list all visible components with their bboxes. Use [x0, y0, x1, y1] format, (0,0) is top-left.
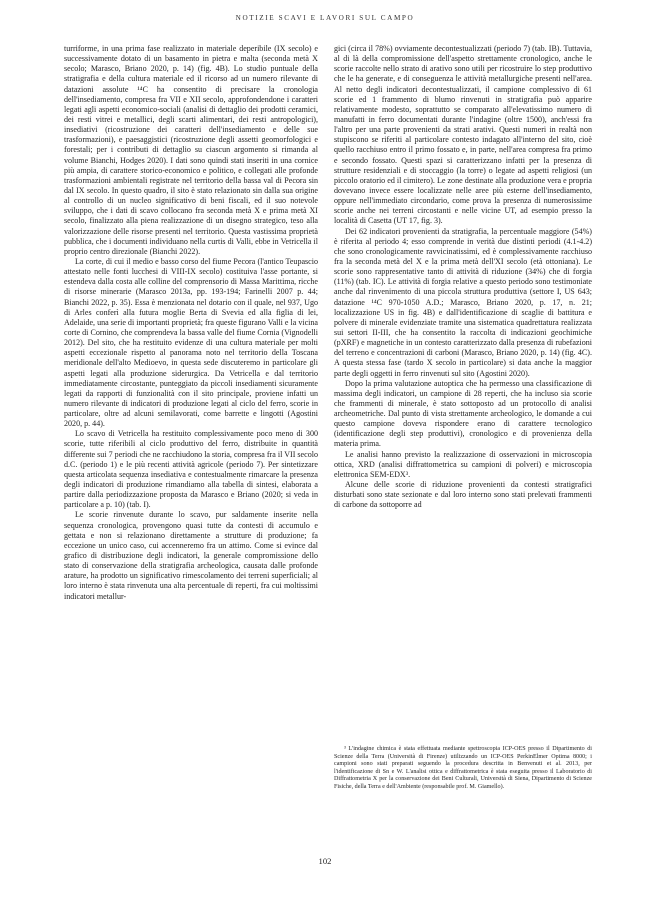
body-paragraph: turriforme, in una prima fase realizzato in materiale deperibile (IX secolo) e successivamente dotato di un basamento in pietra e malta (seconda metà X secolo; Marasco, Briano 2020, p. 14) (fig. 4B). Lo studio puntuale della stratigrafia e della cultura materiale ed il ricorso ad un numero rilevante di datazioni assolute ¹⁴C ha consentito di precisare la cronologia dell'insediamento, compresa fra VII e XII secolo, approfondendone i caratteri legati agli aspetti economico-sociali (analisi di dettaglio dei prodotti ceramici, dei resti vitrei e metallici, degli scarti alimentari, dei resti antropologici), insediativi (ricostruzione dei caratteri dell'insediamento e delle sue trasformazioni), e paesaggistici (ricostruzione degli assetti geomorfologici e forestali; per i contributi di dettaglio su ciascun argomento si rimanda al volume Bianchi, Hodges 2020). I dati sono quindi stati inseriti in una cornice più ampia, di carattere storico-economico e politico, e collegati alle profonde trasformazioni ambientali registrate nel territorio della bassa val di Pecora sin dal IX secolo. In questo quadro, il sito è stato relazionato sin dalla sua origine al controllo di un nucleo significativo di beni fiscali, ed il suo notevole sviluppo, che i dati di scavo collocano fra seconda metà X e prima metà XI secolo, finalizzato alla piena realizzazione di un disegno strategico, teso alla valorizzazione delle risorse presenti nel territorio. Questa vastissima proprietà pubblica, che i documenti individuano nella curtis di Valli, ebbe in Vetricella il proprio centro direzionale (Bianchi 2022). [64, 44, 318, 256]
footnote-text: ³ L'indagine chimica è stata effettuata mediante spettroscopia ICP-OES presso il Dipartimento di Scienze della Terra (Università di Firenze) utilizzando un ICP-OES PerkinElmer Optima 8000; i campioni sono stati preparati seguendo la procedura descritta in Benvenuti et al. 2013, per l'identificazione di Sn e W. L'analisi ottica e diffrattometrica è stata eseguita presso il Laboratorio di Diffrattometria X per la conservazione dei Beni Culturali, Università di Siena, Dipartimento di Scienze Fisiche, della Terra e dell'Ambiente (responsabile prof. M. Giamello). [334, 746, 592, 790]
body-paragraph: Dopo la prima valutazione autoptica che ha permesso una classificazione di massima degli indicatori, un campione di 28 reperti, che ha incluso sia scorie che frammenti di minerale, è stato sottoposto ad un protocollo di analisi archeometriche. Dal punto di vista strettamente archeologico, le domande a cui questo campione doveva rispondere erano di carattere tecnologico (identificazione degli step produttivi), cronologico e di provenienza della materia prima. [334, 378, 592, 449]
body-paragraph: Dei 62 indicatori provenienti da stratigrafia, la percentuale maggiore (54%) è riferita al periodo 4; esso comprende in verità due distinti periodi (4.1-4.2) che sono cronologicamente ravvicinatissimi, ed è complessivamente racchiuso fra la seconda metà del X e la prima metà dell'XI secolo (età ottoniana). Le scorie sono rappresentative tanto di attività di riduzione (34%) che di forgia (11%) (tab. IC). Le attività di forgia relative a questo periodo sono testimoniate anche dal rinvenimento di una piccola struttura produttiva (settore I, US 643; datazione ¹⁴C 970-1050 A.D.; Marasco, Briano 2020, p. 17, n. 21; localizzazione US in fig. 4B) e dall'identificazione di scaglie di battitura e polvere di minerale evidenziate tramite una sistematica quadrettatura realizzata sui settori II-III, che ha consentito la raccolta di indicazioni geochimiche (pXRF) e magnetiche in un contesto caratterizzato dalla presenza di rubefazioni del terreno e concentrazioni di carboni (Marasco, Briano 2020, p. 14) (fig. 4C). A questa stessa fase (tardo X secolo in particolare) si data anche la maggior parte degli oggetti in ferro rinvenuti sul sito (Agostini 2020). [334, 226, 592, 378]
page-number: 102 [318, 856, 332, 866]
running-head: NOTIZIE SCAVI E LAVORI SUL CAMPO [235, 14, 415, 22]
right-column [334, 44, 592, 510]
body-paragraph: Le scorie rinvenute durante lo scavo, pur saldamente inserite nella sequenza cronologica, provengono quasi tutte da contesti di accumulo e gettata e non si relazionano direttamente a strutture di produzione; fa eccezione un unico caso, cui accenneremo fra un attimo. Come si evince dal grafico di distribuzione degli indicatori, la generale compromissione dello stato di conservazione della stratigrafia archeologica, causata dalle profonde arature, ha prodotto un significativo rimescolamento dei terreni superficiali; al loro interno è stata rinvenuta una alta percentuale di reperti, fra cui moltissimi indicatori metallur- [64, 510, 318, 601]
body-paragraph: Alcune delle scorie di riduzione provenienti da contesti stratigrafici disturbati sono state sezionate e dal loro interno sono stati prelevati frammenti di carbone da sottoporre ad [334, 480, 592, 510]
body-paragraph: Le analisi hanno previsto la realizzazione di osservazioni in microscopia ottica, XRD (analisi diffrattometrica su campioni di polveri) e microscopia elettronica SEM-EDX³. [334, 449, 592, 479]
footnote [334, 746, 592, 791]
left-column [64, 44, 318, 602]
body-paragraph: Lo scavo di Vetricella ha restituito complessivamente poco meno di 300 scorie, tutte riferibili al ciclo produttivo del ferro, distribuite in quantità differente sui 7 periodi che ne racchiudono la storia, compresa fra il VII secolo d.C. (periodo 1) e le più recenti attività agricole (periodo 7). Per sintetizzare questa articolata sequenza insediativa e contestualmente rimarcare la presenza degli indicatori di produzione rimandiamo alla tabella di sintesi, elaborata a partire dalla periodizzazione proposta da Marasco e Briano (2020; si veda in particolare a p. 10) (tab. I). [64, 429, 318, 510]
body-paragraph: La corte, di cui il medio e basso corso del fiume Pecora (l'antico Teupascio attestato nelle fonti lucchesi di VIII-IX secolo) costituiva l'asse portante, si estendeva dalla costa alle colline del comprensorio di Massa Marittima, ricche di risorse minerarie (Marasco 2013a, pp. 193-194; Farinelli 2007 p. 44; Bianchi 2022, p. 35). Essa è menzionata nel dotario con il quale, nel 937, Ugo di Arles conferì alla futura moglie Berta di Svevia ed alla figlia di lei, Adelaide, una serie di importanti proprietà; fra queste figurano Valli e la vicina corte di Cornino, che comprendeva la bassa valle del fiume Cornia (Vignodelli 2012). Del sito, che ha restituito evidenze di una cultura materiale per molti aspetti eccezionale rispetto al panorama noto nel territorio della Toscana meridionale dell'alto Medioevo, in questa sede discuteremo in particolare gli aspetti legati alla produzione siderurgica. Da Vetricella e dal territorio immediatamente circostante, punteggiato da piccoli insediamenti sicuramente legati da rapporti di funzionalità con il sito principale, proviene infatti un numero rilevante di indicatori di produzione legati al ciclo del ferro, scorie in particolare, oltre ad alcuni semilavorati, come barrette e lingotti (Agostini 2020, p. 44). [64, 256, 318, 429]
body-paragraph: gici (circa il 78%) ovviamente decontestualizzati (periodo 7) (tab. IB). Tuttavia, al di là della compromissione dell'aspetto strettamente cronologico, anche le scorie raccolte nello strato di arativo sono utili per ricostruire lo step produttivo che le ha generate, e di conseguenza le attività metallurgiche presenti nell'area. Al netto degli indicatori decontestualizzati, il campione complessivo di 61 scorie ed 1 frammento di blumo rinvenuti in stratigrafia può apparire relativamente modesto, soprattutto se comparato all'elevatissimo numero di manufatti in ferro documentati durante l'indagine (oltre 1500), anch'essi fra l'altro per una parte provenienti da strati arativi. Questi numeri in realtà non stupiscono se riferiti al particolare contesto indagato all'interno del sito, cioè quello racchiuso entro il primo fossato e, in parte, nell'area compresa fra primo e secondo fossato. Questi spazi si caratterizzano infatti per la presenza di strutture residenziali e di stoccaggio (la torre) o legate ad aspetti religiosi (un piccolo oratorio ed il cimitero). Le zone destinate alla produzione vera e propria dovevano invece essere localizzate nelle aree più esterne dell'insediamento, oppure nell'immediato circondario, come prova la presenza di numerosissime scorie anche nei terreni circostanti e nelle vicine UT, ad esempio presso la località di Casetta (UT 17, fig. 3). [334, 44, 592, 226]
